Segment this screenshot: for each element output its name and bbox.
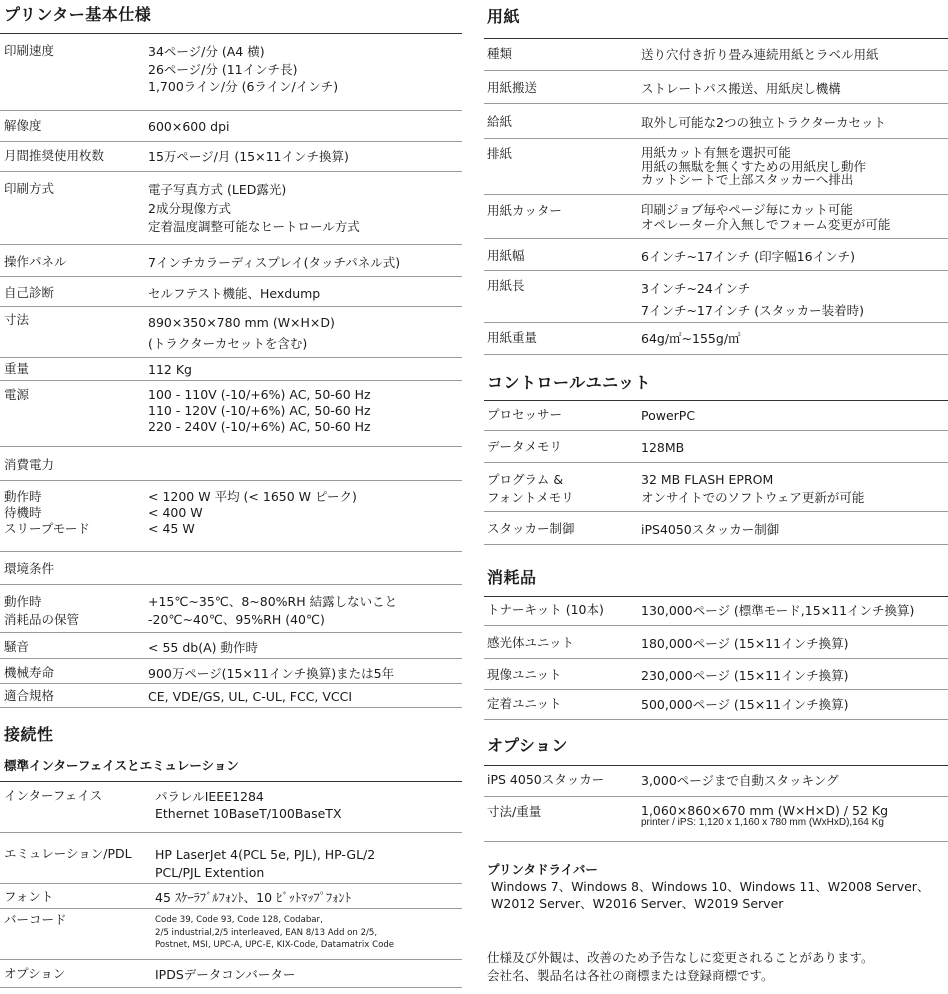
printer-row-divider — [0, 306, 462, 307]
control-top-rule — [484, 400, 948, 401]
printer-row-label: 環境条件 — [4, 561, 55, 576]
printer-row-label-line: 消耗品の保管 — [4, 612, 80, 627]
printer-row-value — [148, 489, 357, 537]
consumables-row-value-line: 500,000ページ (15×11インチ換算) — [641, 697, 849, 712]
printer-row-label: 月間推奨使用枚数 — [4, 148, 105, 163]
connectivity-row-value — [155, 889, 351, 907]
consumables-row-value-line: 180,000ページ (15×11インチ換算) — [641, 636, 849, 651]
connectivity-section-title: 接続性 — [4, 725, 54, 744]
connectivity-row-label: オプション — [4, 966, 66, 981]
paper-row-value-line: 64g/㎡~155g/㎡ — [641, 331, 741, 346]
printer-row-value-line: 110 - 120V (-10/+6%) AC, 50-60 Hz — [148, 403, 371, 418]
printer-row-value-line: CE, VDE/GS, UL, C-UL, FCC, VCCI — [148, 689, 353, 704]
printer-row-value — [148, 148, 349, 166]
connectivity-subtitle: 標準インターフェイスとエミュレーション — [4, 758, 239, 773]
connectivity-row-value-line: パラレルIEEE1284 — [155, 789, 264, 804]
options-section-title: オプション — [487, 736, 569, 755]
paper-row-label: 用紙搬送 — [487, 80, 538, 95]
options-row-label: 寸法/重量 — [487, 804, 542, 819]
printer-row-label: 印刷方式 — [4, 181, 55, 196]
control-row-label: プロセッサー — [487, 407, 563, 422]
options-row-divider — [484, 796, 948, 797]
paper-row-divider — [484, 70, 948, 71]
connectivity-row-value — [155, 966, 295, 984]
paper-row-divider — [484, 270, 948, 271]
paper-row-value-line: オペレーター介入無しでフォーム変更が可能 — [641, 216, 891, 232]
options-top-rule — [484, 765, 948, 766]
printer-row-divider — [0, 244, 462, 245]
connectivity-row-divider — [0, 987, 462, 988]
control-row-value-line: 32 MB FLASH EPROM — [641, 472, 774, 487]
printer-row-label: 操作パネル — [4, 254, 67, 269]
printer-row-label: 消費電力 — [4, 457, 55, 472]
paper-row-value-line: 送り穴付き折り畳み連続用紙とラベル用紙 — [641, 47, 879, 62]
options-row-value — [641, 772, 839, 790]
printer-row-value — [148, 118, 230, 136]
printer-row-value-line: 100 - 110V (-10/+6%) AC, 50-60 Hz — [148, 387, 371, 402]
paper-row-value — [641, 146, 866, 187]
printer-row-value-line: 7インチカラーディスプレイ(タッチパネル式) — [148, 255, 401, 270]
connectivity-row-value-line: PCL/PJL Extention — [155, 864, 265, 880]
printer-row-label: 機械寿命 — [4, 665, 55, 680]
printer-row-value-line: < 1200 W 平均 (< 1650 W ピーク) — [148, 489, 357, 504]
options-row-value — [641, 804, 888, 829]
printer-row-divider — [0, 480, 462, 481]
paper-row-value-line: 用紙カット有無を選択可能 — [641, 145, 791, 160]
consumables-row-divider — [484, 625, 948, 626]
printer-row-divider — [0, 683, 462, 684]
printer-row-value-line: 2成分現像方式 — [148, 200, 231, 216]
printer-row-label — [4, 593, 79, 629]
paper-row-divider — [484, 138, 948, 139]
printer-row-value-line: 電子写真方式 (LED露光) — [148, 182, 287, 197]
consumables-row-divider — [484, 719, 948, 720]
printer-row-label: 電源 — [4, 387, 30, 402]
connectivity-row-value-line: Code 39, Code 93, Code 128, Codabar, — [155, 915, 323, 925]
connectivity-row-value-line: 45 ｽｹｰﾗﾌﾞﾙﾌｫﾝﾄ、10 ﾋﾞｯﾄﾏｯﾌﾟﾌｫﾝﾄ — [155, 890, 352, 905]
printer-row-divider — [0, 446, 462, 447]
control-row-label-line: フォントメモリ — [487, 490, 574, 505]
connectivity-row-value-line: Ethernet 10BaseT/100BaseTX — [155, 806, 342, 821]
printer-row-value-line: +15℃~35℃、8~80%RH 結露しないこと — [148, 594, 398, 609]
consumables-row-value-line: 230,000ページ (15×11インチ換算) — [641, 668, 849, 683]
paper-row-divider — [484, 194, 948, 195]
control-section-title: コントロールユニット — [487, 373, 652, 392]
connectivity-row-value-line: Postnet, MSI, UPC-A, UPC-E, KIX-Code, Datamatrix Code — [155, 940, 395, 950]
options-row-label: iPS 4050スタッカー — [487, 772, 605, 787]
connectivity-top-rule — [0, 781, 462, 782]
driver-title: プリンタドライバー — [487, 862, 598, 877]
consumables-row-divider — [484, 689, 948, 690]
paper-top-rule — [484, 38, 948, 39]
control-row-value — [641, 521, 779, 539]
printer-row-value — [148, 665, 394, 683]
printer-row-value-line: 112 Kg — [148, 362, 192, 377]
consumables-section-title: 消耗品 — [487, 568, 537, 587]
printer-row-divider — [0, 707, 462, 708]
printer-row-value-line: < 55 db(A) 動作時 — [148, 640, 258, 655]
control-row-value-line: 128MB — [641, 440, 685, 455]
control-row-value-line: PowerPC — [641, 408, 696, 423]
printer-row-divider — [0, 551, 462, 552]
printer-section-title: プリンター基本仕様 — [4, 5, 152, 24]
paper-row-label: 用紙長 — [487, 278, 525, 293]
paper-row-value-line: 用紙の無駄を無くすための用紙戻し動作 — [641, 158, 867, 174]
consumables-row-value-line: 130,000ページ (標準モード,15×11インチ換算) — [641, 603, 915, 618]
printer-row-value-line: < 400 W — [148, 505, 203, 520]
control-row-divider — [484, 430, 948, 431]
printer-row-label-line: 待機時 — [4, 505, 42, 520]
printer-row-value — [148, 254, 400, 272]
printer-row-value-line: セルフテスト機能、Hexdump — [148, 286, 321, 301]
consumables-row-value — [641, 696, 848, 714]
options-row-divider — [484, 841, 948, 842]
printer-row-label: 印刷速度 — [4, 43, 55, 58]
paper-row-label: 種類 — [487, 46, 513, 61]
printer-row-value — [148, 43, 338, 96]
options-row-value-line: printer / iPS: 1,120 x 1,160 x 780 mm (WxHxD),164 Kg — [641, 817, 884, 828]
printer-row-value-line: 890×350×780 mm (W×H×D) — [148, 315, 335, 330]
consumables-row-divider — [484, 658, 948, 659]
notice-line: 会社名、製品名は各社の商標または登録商標です。 — [487, 967, 774, 983]
printer-row-value-line: 1,700ライン/分 (6ライン/インチ) — [148, 79, 339, 94]
control-row-value-line: オンサイトでのソフトウェア更新が可能 — [641, 490, 865, 505]
control-row-value — [641, 439, 684, 457]
paper-row-value — [641, 248, 855, 266]
printer-row-value-line: 900万ページ(15×11インチ換算)または5年 — [148, 666, 395, 681]
paper-row-value-line: 取外し可能な2つの独立トラクターカセット — [641, 115, 886, 130]
connectivity-row-value — [155, 846, 375, 881]
control-row-label: スタッカー制御 — [487, 521, 575, 536]
control-row-label: データメモリ — [487, 439, 563, 454]
printer-row-divider — [0, 658, 462, 659]
consumables-top-rule — [484, 596, 948, 597]
paper-row-value — [641, 114, 886, 132]
printer-row-divider — [0, 141, 462, 142]
printer-row-value-line: < 45 W — [148, 521, 195, 536]
paper-row-label: 排紙 — [487, 146, 513, 161]
printer-row-label-line: 動作時 — [4, 489, 42, 504]
connectivity-row-label: フォント — [4, 889, 54, 904]
paper-row-value-line: 印刷ジョブ毎やページ毎にカット可能 — [641, 202, 853, 217]
paper-row-value-line: 7インチ~17インチ (スタッカー装着時) — [641, 303, 865, 318]
printer-row-divider — [0, 380, 462, 381]
printer-row-label: 自己診断 — [4, 285, 55, 300]
consumables-row-value — [641, 602, 914, 620]
printer-row-label: 騒音 — [4, 639, 30, 654]
printer-row-divider — [0, 110, 462, 111]
printer-row-value-line: 定着温度調整可能なヒートロール方式 — [148, 219, 360, 234]
printer-row-value-line: 34ページ/分 (A4 横) — [148, 44, 265, 59]
connectivity-row-divider — [0, 883, 462, 884]
connectivity-row-value-line: HP LaserJet 4(PCL 5e, PJL), HP-GL/2 — [155, 847, 376, 862]
paper-row-label: 用紙幅 — [487, 248, 525, 263]
printer-row-value — [148, 387, 371, 435]
printer-row-value — [148, 593, 397, 629]
printer-row-value-line: 600×600 dpi — [148, 119, 230, 134]
printer-row-value-line: (トラクターカセットを含む) — [148, 336, 308, 351]
printer-row-label: 重量 — [4, 361, 30, 376]
printer-top-rule — [0, 33, 462, 34]
connectivity-row-value — [155, 914, 394, 952]
control-row-value — [641, 471, 864, 507]
paper-row-label: 用紙カッター — [487, 203, 562, 218]
printer-row-divider — [0, 357, 462, 358]
consumables-row-value — [641, 667, 848, 685]
connectivity-row-label: バーコード — [4, 912, 67, 927]
connectivity-row-label: エミュレーション/PDL — [4, 846, 132, 861]
printer-row-value — [148, 285, 320, 303]
printer-row-value — [148, 361, 192, 379]
options-row-value-line: 1,060×860×670 mm (W×H×D) / 52 Kg — [641, 803, 889, 818]
printer-row-value-line: 26ページ/分 (11インチ長) — [148, 61, 298, 77]
connectivity-row-divider — [0, 908, 462, 909]
consumables-row-label: トナーキット (10本) — [487, 602, 604, 617]
paper-row-value-line: ストレートパス搬送、用紙戻し機構 — [641, 81, 841, 96]
paper-row-value — [641, 80, 841, 98]
paper-row-value-line: 3インチ~24インチ — [641, 281, 751, 296]
control-row-divider — [484, 544, 948, 545]
printer-row-value — [148, 312, 335, 354]
printer-row-label-line: スリープモード — [4, 521, 90, 536]
consumables-row-label: 感光体ユニット — [487, 635, 575, 650]
control-row-divider — [484, 462, 948, 463]
notice-line: 仕様及び外観は、改善のため予告なしに変更されることがあります。 — [487, 950, 874, 965]
printer-row-value-line: 220 - 240V (-10/+6%) AC, 50-60 Hz — [148, 419, 371, 434]
paper-row-divider — [484, 354, 948, 355]
consumables-row-label: 定着ユニット — [487, 696, 562, 711]
options-row-value-line: 3,000ページまで自動スタッキング — [641, 773, 839, 788]
paper-row-value — [641, 203, 890, 232]
paper-row-value — [641, 330, 741, 348]
consumables-row-label: 現像ユニット — [487, 667, 562, 682]
connectivity-row-divider — [0, 959, 462, 960]
connectivity-row-value-line: IPDSデータコンバーター — [155, 967, 296, 982]
control-row-label-line: プログラム & — [487, 472, 564, 487]
paper-row-divider — [484, 322, 948, 323]
control-row-label — [487, 471, 574, 507]
driver-list — [491, 879, 929, 912]
printer-row-label: 適合規格 — [4, 688, 55, 703]
paper-row-value-line: カットシートで上部スタッカーへ排出 — [641, 172, 854, 187]
connectivity-row-label: インターフェイス — [4, 788, 103, 803]
printer-row-value — [148, 181, 360, 237]
control-row-value — [641, 407, 695, 425]
printer-row-label: 解像度 — [4, 118, 42, 133]
paper-row-value-line: 6インチ~17インチ (印字幅16インチ) — [641, 249, 855, 264]
paper-row-value — [641, 278, 864, 322]
printer-row-divider — [0, 276, 462, 277]
driver-line: Windows 7、Windows 8、Windows 10、Windows 11、W2008 Server、 — [491, 879, 930, 894]
consumables-row-value — [641, 635, 848, 653]
notice-text — [487, 949, 874, 984]
control-row-divider — [484, 511, 948, 512]
printer-row-divider — [0, 584, 462, 585]
printer-row-value — [148, 688, 352, 706]
driver-line: W2012 Server、W2016 Server、W2019 Server — [491, 895, 784, 911]
paper-row-label: 用紙重量 — [487, 330, 538, 345]
connectivity-row-value — [155, 788, 342, 822]
printer-row-value-line: 15万ページ/月 (15×11インチ換算) — [148, 149, 349, 164]
paper-row-label: 給紙 — [487, 114, 513, 129]
printer-row-divider — [0, 632, 462, 633]
paper-row-value — [641, 46, 879, 64]
printer-row-value — [148, 639, 258, 657]
printer-row-label — [4, 489, 90, 537]
printer-row-divider — [0, 171, 462, 172]
paper-row-divider — [484, 103, 948, 104]
paper-row-divider — [484, 238, 948, 239]
printer-row-value-line: -20℃~40℃、95%RH (40℃) — [148, 612, 325, 627]
paper-section-title: 用紙 — [487, 7, 521, 26]
control-row-value-line: iPS4050スタッカー制御 — [641, 522, 780, 537]
printer-row-label-line: 動作時 — [4, 594, 42, 609]
printer-row-label: 寸法 — [4, 312, 30, 327]
connectivity-row-divider — [0, 832, 462, 833]
connectivity-row-value-line: 2/5 industrial,2/5 interleaved, EAN 8/13 Add on 2/5, — [155, 927, 378, 938]
